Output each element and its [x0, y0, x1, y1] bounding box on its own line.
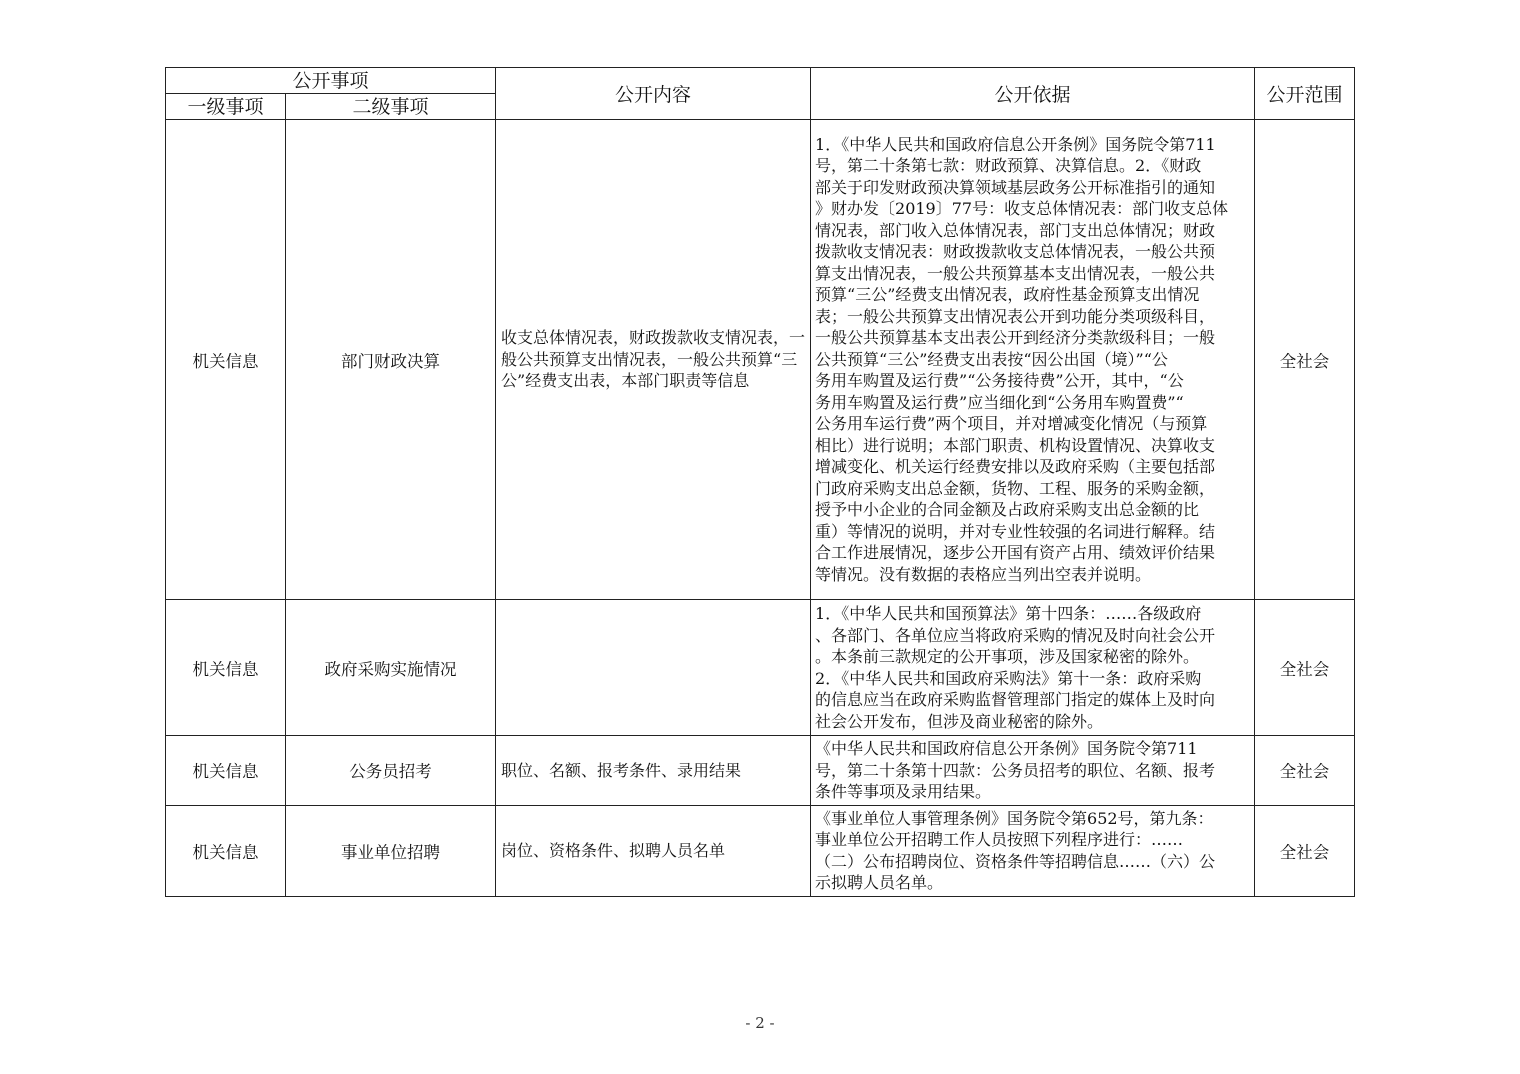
basis-line: 算支出情况表，一般公共预算基本支出情况表，一般公共	[815, 263, 1216, 283]
row-level2: 事业单位招聘	[286, 805, 496, 896]
header-disclosure-scope: 公开范围	[1255, 68, 1355, 120]
basis-line: 》财办发〔2019〕77号：收支总体情况表：部门收支总体	[815, 199, 1229, 219]
row-content: 收支总体情况表，财政拨款收支情况表，一般公共预算支出情况表，一般公共预算“三公”经费支出表，本部门职责等信息	[496, 120, 811, 600]
basis-line: 拨款收支情况表：财政拨款收支总体情况表，一般公共预	[815, 242, 1216, 262]
row-level1: 机关信息	[166, 736, 286, 806]
table-row	[166, 805, 1355, 896]
basis-line: 情况表，部门收入总体情况表，部门支出总体情况；财政	[815, 220, 1216, 240]
basis-line: 务用车购置及运行费”“公务接待费”公开，其中，“公	[815, 371, 1184, 391]
row-scope: 全社会	[1255, 600, 1355, 736]
basis-line: 《事业单位人事管理条例》国务院令第652号，第九条：	[815, 808, 1214, 828]
row-content	[496, 600, 811, 736]
basis-line: 2．《中华人民共和国政府采购法》第十一条：政府采购	[815, 668, 1202, 688]
basis-line: 合工作进展情况，逐步公开国有资产占用、绩效评价结果	[815, 543, 1216, 563]
row-level1: 机关信息	[166, 120, 286, 600]
basis-line: 的信息应当在政府采购监督管理部门指定的媒体上及时向	[815, 690, 1216, 709]
basis-line: 表；一般公共预算支出情况表公开到功能分类项级科目，	[815, 306, 1216, 326]
basis-line: 。本条前三款规定的公开事项，涉及国家秘密的除外。	[815, 647, 1200, 666]
basis-line: 事业单位公开招聘工作人员按照下列程序进行：……	[815, 830, 1184, 849]
row-content: 职位、名额、报考条件、录用结果	[496, 736, 811, 806]
basis-line: 部关于印发财政预决算领域基层政务公开标准指引的通知	[815, 177, 1216, 197]
basis-line: 门政府采购支出总金额，货物、工程、服务的采购金额，	[815, 478, 1216, 498]
table-row	[166, 120, 1355, 600]
table-row	[166, 736, 1355, 806]
basis-line: 公务用车运行费”两个项目，并对增减变化情况（与预算	[815, 414, 1208, 434]
header-disclosure-item: 公开事项	[166, 68, 496, 94]
header-level2: 二级事项	[286, 94, 496, 120]
basis-line: 增减变化、机关运行经费安排以及政府采购（主要包括部	[815, 457, 1216, 477]
row-level2: 部门财政决算	[286, 120, 496, 600]
basis-line: 、各部门、各单位应当将政府采购的情况及时向社会公开	[815, 625, 1216, 645]
basis-line: 1．《中华人民共和国预算法》第十四条：……各级政府	[815, 604, 1202, 623]
page-number: - 2 -	[745, 1014, 775, 1032]
row-level2: 公务员招考	[286, 736, 496, 806]
row-scope: 全社会	[1255, 120, 1355, 600]
row-basis	[811, 600, 1255, 736]
table-row	[166, 600, 1355, 736]
row-level1: 机关信息	[166, 600, 286, 736]
header-disclosure-content: 公开内容	[496, 68, 811, 120]
basis-line: 重）等情况的说明，并对专业性较强的名词进行解释。结	[815, 521, 1216, 541]
basis-line: 社会公开发布，但涉及商业秘密的除外。	[815, 711, 1104, 731]
basis-line: 1．《中华人民共和国政府信息公开条例》国务院令第711	[815, 134, 1216, 154]
header-disclosure-basis: 公开依据	[811, 68, 1255, 120]
row-basis	[811, 736, 1255, 806]
basis-line: 务用车购置及运行费”应当细化到“公务用车购置费”“	[815, 392, 1184, 412]
basis-line: 公共预算“三公”经费支出表按“因公出国（境）”“公	[815, 349, 1168, 369]
basis-line: （二）公布招聘岗位、资格条件等招聘信息……（六）公	[815, 851, 1216, 871]
row-scope: 全社会	[1255, 736, 1355, 806]
basis-line: 条件等事项及录用结果。	[815, 782, 992, 801]
basis-line: 号，第二十条第七款：财政预算、决算信息。2．《财政	[815, 156, 1202, 176]
basis-line: 授予中小企业的合同金额及占政府采购支出总金额的比	[815, 500, 1200, 520]
basis-line: 号，第二十条第十四款：公务员招考的职位、名额、报考	[815, 760, 1216, 780]
header-level1: 一级事项	[166, 94, 286, 120]
disclosure-table	[165, 67, 1355, 897]
basis-line: 等情况。没有数据的表格应当列出空表并说明。	[815, 564, 1152, 584]
basis-line: 预算“三公”经费支出情况表，政府性基金预算支出情况	[815, 285, 1200, 305]
row-basis	[811, 120, 1255, 600]
row-basis	[811, 805, 1255, 896]
row-level1: 机关信息	[166, 805, 286, 896]
basis-line: 一般公共预算基本支出表公开到经济分类款级科目；一般	[815, 328, 1216, 348]
row-content: 岗位、资格条件、拟聘人员名单	[496, 805, 811, 896]
basis-line: 示拟聘人员名单。	[815, 873, 944, 892]
row-level2: 政府采购实施情况	[286, 600, 496, 736]
basis-line: 《中华人民共和国政府信息公开条例》国务院令第711	[815, 739, 1198, 758]
basis-line: 相比）进行说明；本部门职责、机构设置情况、决算收支	[815, 435, 1216, 455]
row-scope: 全社会	[1255, 805, 1355, 896]
